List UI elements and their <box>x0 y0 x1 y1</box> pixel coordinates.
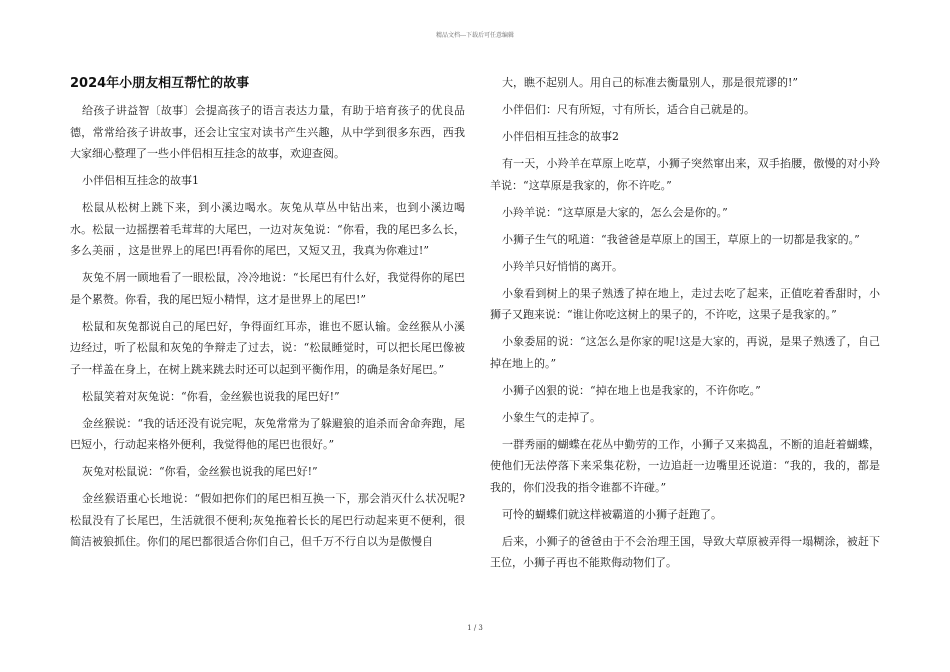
paragraph: 后来，小狮子的爸爸由于不会治理王国，导致大草原被弄得一塌糊涂，被赶下王位，小狮子再也不能欺侮动物们了。 <box>490 534 880 569</box>
paragraph: 灰兔不屑一顾地看了一眼松鼠，冷冷地说：“长尾巴有什么好，我觉得你的尾巴是个累赘。你看，我的尾巴短小精悍，这才是世界上的尾巴!” <box>70 271 465 306</box>
section-heading: 小伴侣相互挂念的故事1 <box>82 174 199 187</box>
page-header: 精品文档---下载后可任意编辑 <box>435 32 515 39</box>
paragraph: 小狮子凶狠的说：“掉在地上也是我家的，不许你吃。” <box>502 383 761 397</box>
paragraph: 小象委屈的说：“这怎么是你家的呢!这是大家的，再说，是果子熟透了，自己掉在地上的。” <box>490 335 880 370</box>
paragraph: 松鼠笑着对灰兔说：“你看，金丝猴也说我的尾巴好!” <box>82 389 340 403</box>
paragraph: 一群秀丽的蝴蝶在花丛中勤劳的工作，小狮子又来捣乱，不断的追赶着蝴蝶，使他们无法停落下来采集花粉，一边追赶一边嘴里还说道：“我的，我的，都是我的，你们没我的指令谁都不许碰。” <box>490 437 880 494</box>
paragraph: 金丝猴说：“我的话还没有说完呢，灰兔常常为了躲避狼的追杀而舍命奔跑，尾巴短小，行动起来格外便利，我觉得他的尾巴也很好。” <box>70 416 465 451</box>
section-heading: 小伴侣相互挂念的故事2 <box>502 130 619 143</box>
left-column <box>70 72 465 558</box>
paragraph: 小象生气的走掉了。 <box>502 410 601 424</box>
paragraph: 小伴侣们：尺有所短，寸有所长，适合自己就是的。 <box>502 103 755 116</box>
paragraph: 小狮子生气的吼道：“我爸爸是草原上的国王，草原上的一切都是我家的。” <box>502 232 860 246</box>
paragraph: 松鼠从松树上跳下来，到小溪边喝水。灰兔从草丛中钻出来，也到小溪边喝水。松鼠一边摇摆着毛茸茸的大尾巴，一边对灰兔说：“你看，我的尾巴多么长，多么美丽 ，这是世界上的尾巴!再看你的尾巴，又短又丑，我真为你难过!” <box>70 201 465 257</box>
paragraph: 灰兔对松鼠说：“你看，金丝猴也说我的尾巴好!” <box>82 465 318 478</box>
paragraph: 松鼠和灰兔都说自己的尾巴好，争得面红耳赤，谁也不愿认输。金丝猴从小溪边经过，听了松鼠和灰兔的争辩走了过去，说：“松鼠睡觉时，可以把长尾巴像被子一样盖在身上，在树上跳来跳去时还可以起到平衡作用，的确是条好尾巴。” <box>70 319 465 376</box>
paragraph: 可怜的蝴蝶们就这样被霸道的小狮子赶跑了。 <box>502 507 722 521</box>
paragraph: 给孩子讲益智〔故事〕会提高孩子的语言表达力量，有助于培育孩子的优良品德，常常给孩子讲故事，还会让宝宝对读书产生兴趣，从中学到很多东西，西我大家细心整理了一些小伴侣相互挂念的故事，欢迎查阅。 <box>70 104 465 160</box>
paragraph: 有一天，小羚羊在草原上吃草，小狮子突然窜出来，双手掐腰，傲慢的对小羚羊说：“这草原是我家的，你不许吃。” <box>490 157 880 192</box>
paragraph: 小羚羊只好悄悄的离开。 <box>502 259 623 273</box>
document-title: 2024年小朋友相互帮忙的故事 <box>70 76 250 91</box>
paragraph: 小羚羊说：“这草原是大家的，怎么会是你的。” <box>502 205 728 219</box>
paragraph: 大，瞧不起别人。用自己的标准去衡量别人，那是很荒谬的!” <box>502 76 799 89</box>
right-column <box>490 72 880 579</box>
page-number: 1 / 3 <box>467 624 483 632</box>
paragraph: 小象看到树上的果子熟透了掉在地上，走过去吃了起来，正值吃着香甜时，小狮子又跑来说：“谁让你吃这树上的果子的，不许吃，这果子是我家的。” <box>490 286 880 321</box>
paragraph: 金丝猴语重心长地说：“假如把你们的尾巴相互换一下，那会消灭什么状况呢?松鼠没有了长尾巴，生活就很不便利;灰兔拖着长长的尾巴行动起来更不便利，很简洁被狼抓住。你们的尾巴都很适合你们自己，但千万不行自以为是傲慢自 <box>70 492 465 548</box>
